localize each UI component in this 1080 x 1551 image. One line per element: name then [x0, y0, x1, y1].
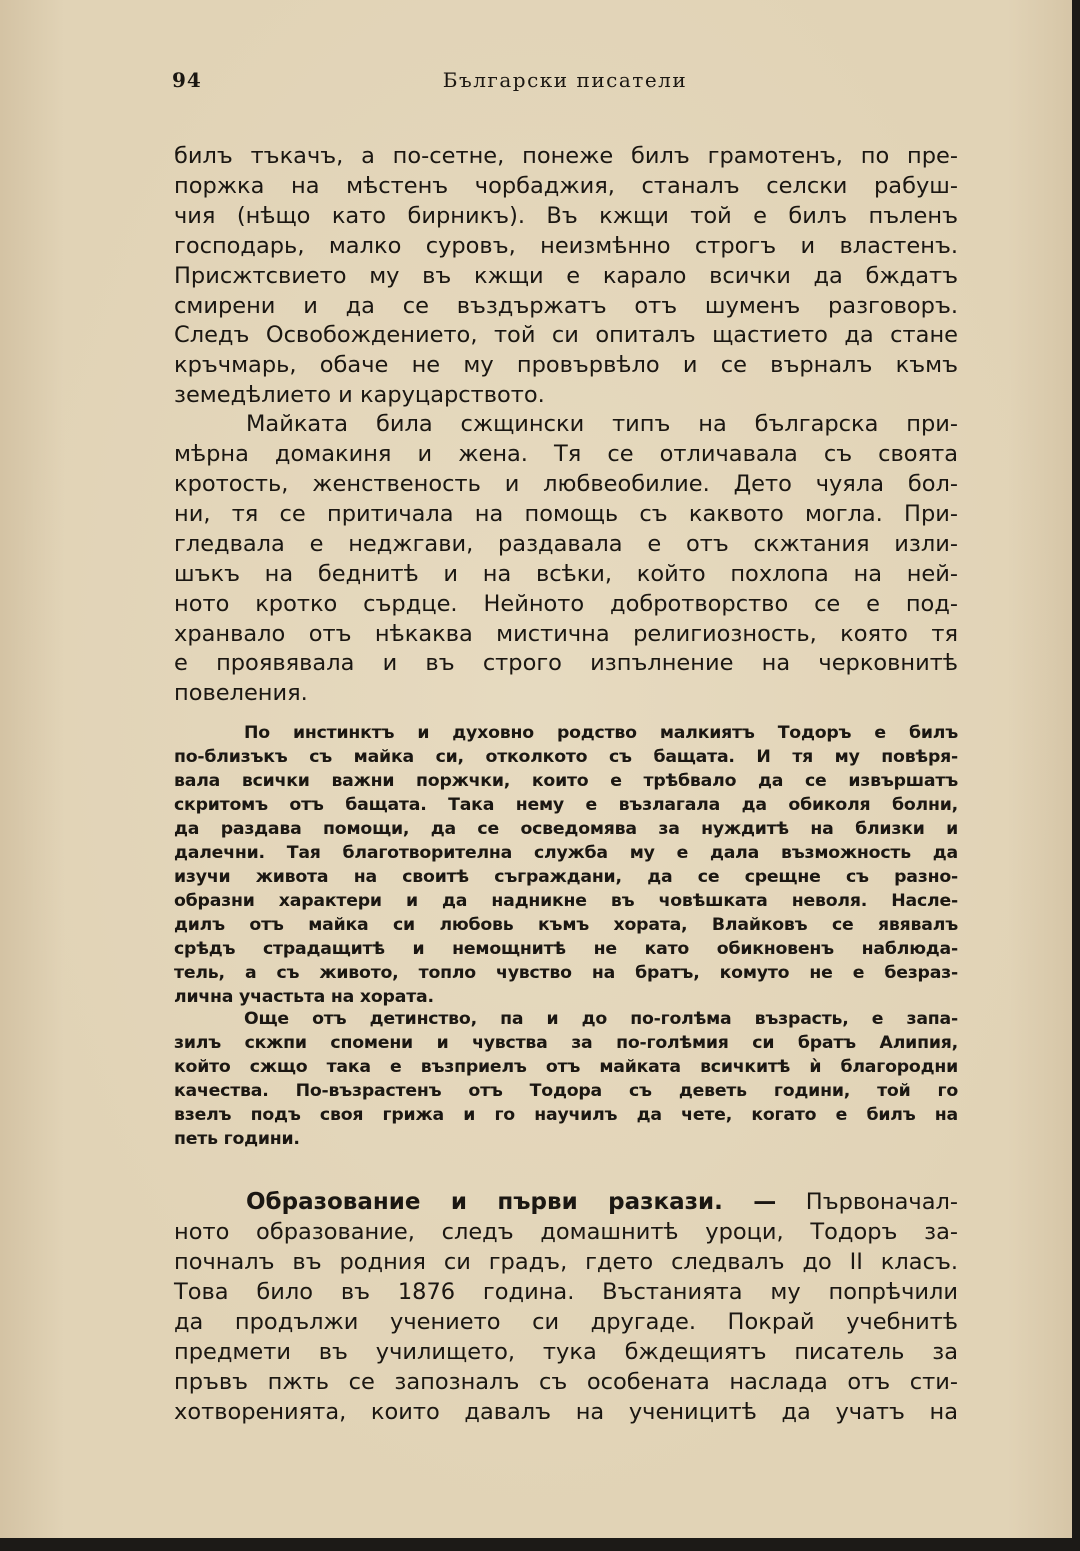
- text-line: тель, а съ живото, топло чувство на братъ, комуто не е безраз-: [174, 963, 958, 983]
- text-line: далечни. Тая благотворителна служба му е дала възможность да: [174, 843, 958, 863]
- text-line: хотворенията, които давалъ на ученицитѣ да учатъ на: [174, 1399, 958, 1425]
- page-number: 94: [172, 68, 202, 92]
- text-line: е проявявала и въ строго изпълнение на черковнитѣ: [174, 650, 958, 676]
- text-line: ното кротко сърдце. Нейното добротворство се е под-: [174, 591, 958, 617]
- text-line: ни, тя се притичала на помощь съ каквото могла. При-: [174, 501, 958, 527]
- text-line: пръвъ пжть се запозналъ съ особената наслада отъ сти-: [174, 1369, 958, 1395]
- text-line: хранвало отъ нѣкаква мистична религиозность, която тя: [174, 621, 958, 647]
- text-line: дилъ отъ майка си любовь къмъ хората, Влайковъ се явявалъ: [174, 915, 958, 935]
- text-line: Още отъ детинство, па и до по-голѣма възрасть, е запа-: [244, 1009, 958, 1029]
- text-line: По инстинктъ и духовно родство малкиятъ Тодоръ е билъ: [244, 723, 958, 743]
- text-line: образни характери и да надникне въ човѣшката неволя. Насле-: [174, 891, 958, 911]
- text-line: кротость, женственость и любвеобилие. Дето чуяла бол-: [174, 471, 958, 497]
- text-line: Следъ Освобождението, той си опиталъ щастието да стане: [174, 322, 958, 348]
- text-line: предмети въ училището, тука бждещиятъ писатель за: [174, 1339, 958, 1365]
- text-line: ното образование, следъ домашнитѣ уроци, Тодоръ за-: [174, 1219, 958, 1245]
- text-line: Майката била сжщински типъ на българска при-: [246, 411, 958, 437]
- section-first-line: [246, 1187, 958, 1217]
- text-line: мѣрна домакиня и жена. Тя се отличавала съ своята: [174, 441, 958, 467]
- text-line: поржка на мѣстенъ чорбаджия, станалъ селски рабуш-: [174, 173, 958, 199]
- text-line: почналъ въ родния си градъ, гдето следвалъ до II класъ.: [174, 1249, 958, 1275]
- text-line: качества. По-възрастенъ отъ Тодора съ деветь години, той го: [174, 1081, 958, 1101]
- section-first-line-text: Първоначал-: [805, 1189, 958, 1215]
- text-line: кръчмарь, обаче не му провървѣло и се върналъ къмъ: [174, 352, 958, 378]
- text-line: смирени и да се въздържатъ отъ шуменъ разговоръ.: [174, 293, 958, 319]
- text-line: Присжтсвието му въ кжщи е карало всички да бждатъ: [174, 263, 958, 289]
- text-line: който сжщо така е възприелъ отъ майката всичкитѣ ѝ благородни: [174, 1057, 958, 1077]
- text-line: по-близъкъ съ майка си, отколкото съ бащата. И тя му повѣря-: [174, 747, 958, 767]
- text-line: изучи живота на своитѣ съграждани, да се срещне съ разно-: [174, 867, 958, 887]
- section-heading: Образование и първи разкази. —: [246, 1189, 777, 1215]
- text-line: срѣдъ страдащитѣ и немощнитѣ не като обикновенъ наблюда-: [174, 939, 958, 959]
- text-line: взелъ подъ своя грижа и го научилъ да чете, когато е билъ на: [174, 1105, 958, 1125]
- text-line: лична участьта на хората.: [174, 987, 434, 1007]
- text-line: гледвала е неджгави, раздавала е отъ скжтания изли-: [174, 531, 958, 557]
- text-line: чия (нѣщо като бирникъ). Въ кжщи той е билъ пъленъ: [174, 203, 958, 229]
- page-header: [172, 68, 958, 98]
- text-line: повеления.: [174, 680, 308, 706]
- text-line: да продължи учението си другаде. Покрай учебнитѣ: [174, 1309, 958, 1335]
- text-line: петь години.: [174, 1129, 300, 1149]
- text-line: скритомъ отъ бащата. Така нему е възлагала да обиколя болни,: [174, 795, 958, 815]
- text-line: Това било въ 1876 година. Въстанията му попрѣчили: [174, 1279, 958, 1305]
- text-line: билъ тъкачъ, а по-сетне, понеже билъ грамотенъ, по пре-: [174, 143, 958, 169]
- text-line: земедѣлието и каруцарството.: [174, 382, 545, 408]
- running-title: Български писатели: [442, 68, 688, 92]
- text-line: вала всички важни поржчки, които е трѣбвало да се извършатъ: [174, 771, 958, 791]
- text-line: зилъ скжпи спомени и чувства за по-голѣмия си братъ Алипия,: [174, 1033, 958, 1053]
- text-line: шъкъ на беднитѣ и на всѣки, който похлопа на ней-: [174, 561, 958, 587]
- text-line: господарь, малко суровъ, неизмѣнно строгъ и властенъ.: [174, 233, 958, 259]
- text-line: да раздава помощи, да се осведомява за нуждитѣ на близки и: [174, 819, 958, 839]
